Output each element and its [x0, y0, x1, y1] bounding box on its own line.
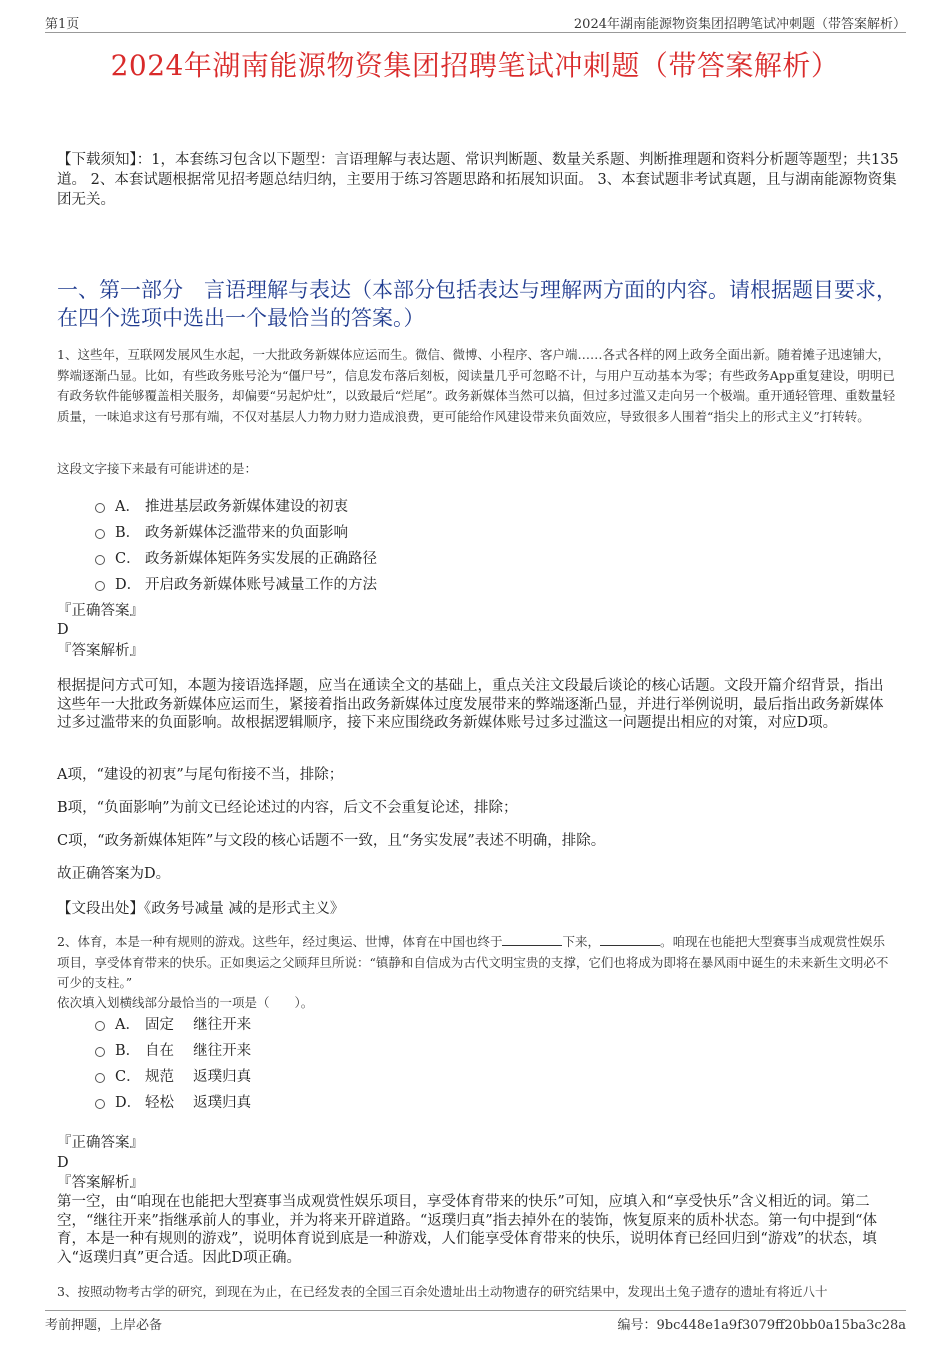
question-2-answer-tag: 『正确答案』 [57, 1135, 144, 1151]
option-text: 轻松 返璞归真 [145, 1095, 252, 1111]
question-2-answer: D [57, 1155, 69, 1171]
section-heading: 一、第一部分 言语理解与表达（本部分包括表达与理解两方面的内容。请根据题目要求，在四个选项中选出一个最恰当的答案。） [57, 278, 897, 330]
question-2-stem-part-2: 下来， [562, 934, 600, 949]
question-1-answer: D [57, 622, 69, 638]
question-3-stem: 3、按照动物考古学的研究，到现在为止，在已经发表的全国三百余处遗址出土动物遗存的研究结果中，发现出土兔子遗存的遗址有将近八十 [57, 1284, 828, 1299]
question-1-analysis: 根据提问方式可知，本题为接语选择题，应当在通读全文的基础上，重点关注文段最后谈论的核心话题。文段开篇介绍背景，指出这些年一大批政务新媒体应运而生，紧接着指出政务新媒体过度发展带来的弊端逐渐凸显，并进行举例说明，最后指出政务新媒体过多过滥带来的负面影响。故根据逻辑顺序，接下来应围绕政务新媒体账号过多过滥这一问题提出相应的对策，对应D项。 [57, 678, 884, 731]
question-2-analysis: 第一空，由“咱现在也能把大型赛事当成观赏性娱乐项目，享受体育带来的快乐”可知，应填入和“享受快乐”含义相近的词。第二空，“继往开来”指继承前人的事业，并为将来开辟道路。“返璞归真”指去掉外在的装饰，恢复原来的质朴状态。第一句中提到“体育，本是一种有规则的游戏”，说明体育说到底是一种游戏，人们能享受体育带来的快乐，说明体育已经回归到“游戏”的状态，填入“返璞归真”更合适。因此D项正确。 [57, 1194, 878, 1266]
question-1-note-b: B项，“负面影响”为前文已经论述过的内容，后文不会重复论述，排除； [57, 800, 518, 816]
option-label: B． [115, 525, 141, 541]
page-title: 2024年湖南能源物资集团招聘笔试冲刺题（带答案解析） [110, 49, 840, 82]
header-doc-title: 2024年湖南能源物资集团招聘笔试冲刺题（带答案解析） [573, 17, 906, 32]
option-text: 政务新媒体泛滥带来的负面影响 [145, 525, 348, 541]
option-label: A． [115, 499, 140, 515]
option-text: 自在 继往开来 [145, 1043, 252, 1059]
radio-icon[interactable] [95, 1047, 105, 1057]
question-1-lead: 这段文字接下来最有可能讲述的是： [57, 461, 258, 476]
radio-icon[interactable] [95, 1073, 105, 1083]
radio-icon[interactable] [95, 503, 105, 513]
option-text: 固定 继往开来 [145, 1017, 252, 1033]
question-1-analysis-tag: 『答案解析』 [57, 643, 144, 659]
option-text: 推进基层政务新媒体建设的初衷 [145, 499, 348, 515]
footer-slogan: 考前押题，上岸必备 [45, 1318, 163, 1333]
question-1-note-c: C项，“政务新媒体矩阵”与文段的核心话题不一致，且“务实发展”表述不明确，排除。 [57, 833, 606, 849]
option-text: 开启政务新媒体账号减量工作的方法 [145, 577, 377, 593]
header-divider [45, 32, 906, 33]
question-2-stem-part-3: 。咱现在也能把大型赛事当成观赏性娱乐项目，享受体育带来的快乐。正如奥运之父顾拜旦所说：“镇静和自信成为古代文明宝贵的支撑，它们也将成为即将在暴风雨中诞生的未来新生文明必不可少的支柱。” [57, 934, 889, 990]
question-1-answer-tag: 『正确答案』 [57, 603, 144, 619]
header-page-number: 第1页 [45, 17, 80, 32]
radio-icon[interactable] [95, 1099, 105, 1109]
footer-serial: 编号：9bc448e1a9f3079ff20bb0a15ba3c28a [617, 1318, 906, 1333]
footer-divider [45, 1310, 906, 1311]
question-1-stem: 1、这些年，互联网发展风生水起，一大批政务新媒体应运而生。微信、微博、小程序、客户端……各式各样的网上政务全面出新。随着摊子迅速铺大，弊端逐渐凸显。比如，有些政务账号沦为“僵尸号”，信息发布落后刻板，阅读量几乎可忽略不计，与用户互动基本为零；有些政务App重复建设，明明已有政务软件能够覆盖相关服务，却偏要“另起炉灶”，以致最后“烂尾”。政务新媒体当然可以搞，但过多过滥又走向另一个极端。重开通轻管理、重数量轻质量，一味追求这有号那有端，不仅对基层人力物力财力造成浪费，更可能给作风建设带来负面效应，导致很多人围着“指尖上的形式主义”打转转。 [57, 347, 896, 424]
question-1-source: 【文段出处】《政务号减量 减的是形式主义》 [57, 901, 345, 917]
option-label: A． [115, 1017, 140, 1033]
question-2-lead: 依次填入划横线部分最恰当的一项是（ ）。 [57, 995, 314, 1010]
option-label: C． [115, 551, 141, 567]
option-text: 规范 返璞归真 [145, 1069, 252, 1085]
option-label: C． [115, 1069, 141, 1085]
radio-icon[interactable] [95, 581, 105, 591]
question-2-stem [57, 932, 897, 994]
radio-icon[interactable] [95, 555, 105, 565]
question-1-conclusion: 故正确答案为D。 [57, 866, 171, 882]
option-text: 政务新媒体矩阵务实发展的正确路径 [145, 551, 377, 567]
question-2-analysis-tag: 『答案解析』 [57, 1175, 144, 1191]
option-label: D． [115, 1095, 142, 1111]
option-label: B． [115, 1043, 141, 1059]
radio-icon[interactable] [95, 1021, 105, 1031]
download-notice: 【下载须知】：1，本套练习包含以下题型：言语理解与表达题、常识判断题、数量关系题、判断推理题和资料分析题等题型；共135道。 2、本套试题根据常见招考题总结归纳，主要用于练习答题思路和拓展知识面。 3、本套试题非考试真题，且与湖南能源物资集团无关。 [57, 152, 899, 208]
option-label: D． [115, 577, 142, 593]
question-1-note-a: A项，“建设的初衷”与尾句衔接不当，排除； [57, 767, 344, 783]
radio-icon[interactable] [95, 529, 105, 539]
fill-blank-1 [502, 933, 562, 946]
fill-blank-2 [600, 933, 660, 946]
question-2-stem-part-1: 2、体育，本是一种有规则的游戏。这些年，经过奥运、世博，体育在中国也终于 [57, 934, 503, 949]
